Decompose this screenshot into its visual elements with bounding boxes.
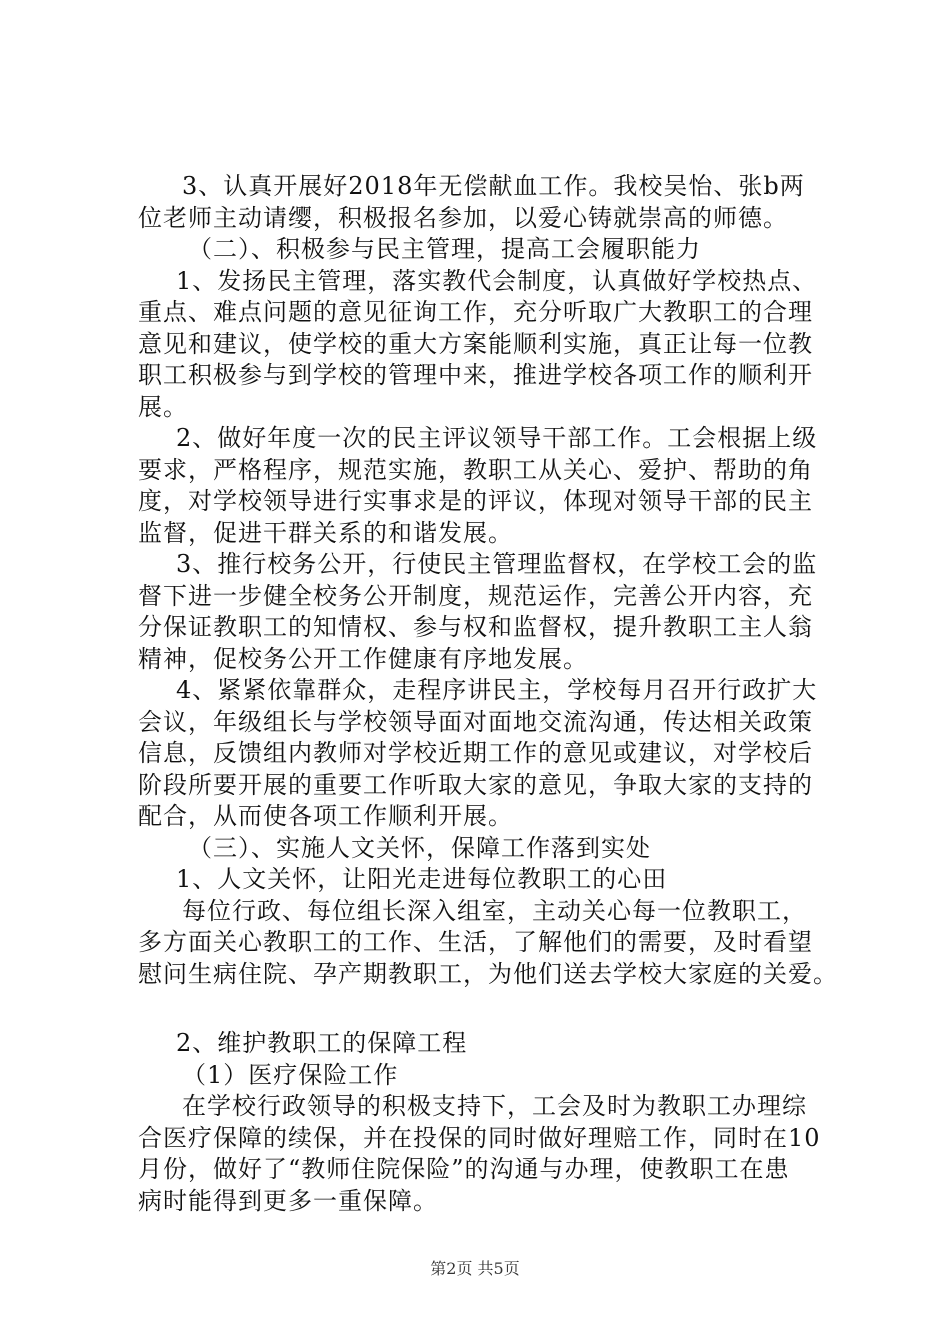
paragraph-line: 会议，年级组长与学校领导面对面地交流沟通，传达相关政策 bbox=[138, 707, 813, 736]
paragraph-line: 阶段所要开展的重要工作听取大家的意见，争取大家的支持的 bbox=[138, 770, 813, 799]
paragraph-line: 分保证教职工的知情权、参与权和监督权，提升教职工主人翁 bbox=[138, 613, 813, 641]
paragraph-line: 月份，做好了“教师住院保险”的沟通与办理，使教职工在患 bbox=[138, 1155, 790, 1183]
paragraph-line: 3、认真开展好2018年无偿献血工作。我校吴怡、张b两 bbox=[182, 172, 805, 200]
paragraph-line: 1、发扬民主管理，落实教代会制度，认真做好学校热点、 bbox=[176, 266, 818, 295]
paragraph-line: 4、紧紧依靠群众，走程序讲民主，学校每月召开行政扩大 bbox=[176, 676, 818, 704]
subsection-heading: （1）医疗保险工作 bbox=[182, 1060, 399, 1089]
paragraph-line: 信息，反馈组内教师对学校近期工作的意见或建议，对学校后 bbox=[138, 739, 813, 767]
paragraph-line: 2、做好年度一次的民主评议领导干部工作。工会根据上级 bbox=[176, 424, 818, 452]
paragraph-line: 在学校行政领导的积极支持下，工会及时为教职工办理综 bbox=[182, 1092, 807, 1120]
paragraph-line: 慰问生病住院、孕产期教职工，为他们送去学校大家庭的关爱。 bbox=[138, 959, 838, 988]
page-number-footer: 第2页 共5页 bbox=[430, 1259, 520, 1278]
paragraph-line: 重点、难点问题的意见征询工作，充分听取广大教职工的合理 bbox=[138, 298, 813, 326]
section-heading: （二）、积极参与民主管理，提高工会履职能力 bbox=[188, 235, 701, 263]
paragraph-line: 位老师主动请缨，积极报名参加，以爱心铸就崇高的师德。 bbox=[138, 203, 788, 232]
paragraph-line: 督下进一步健全校务公开制度，规范运作，完善公开内容，充 bbox=[138, 581, 813, 610]
paragraph-line: 每位行政、每位组长深入组室，主动关心每一位教职工， bbox=[182, 896, 807, 925]
paragraph-line: 展。 bbox=[138, 392, 188, 421]
paragraph-line: 病时能得到更多一重保障。 bbox=[138, 1186, 438, 1215]
paragraph-gap bbox=[138, 990, 838, 1028]
document-body bbox=[138, 171, 838, 1217]
paragraph-line: 合医疗保障的续保，并在投保的同时做好理赔工作，同时在10 bbox=[138, 1123, 821, 1152]
paragraph-line: 监督，促进干群关系的和谐发展。 bbox=[138, 518, 513, 547]
subsection-heading: 1、人文关怀，让阳光走进每位教职工的心田 bbox=[176, 865, 668, 893]
paragraph-line: 意见和建议，使学校的重大方案能顺利实施，真正让每一位教 bbox=[138, 329, 813, 358]
paragraph-line: 要求，严格程序，规范实施，教职工从关心、爱护、帮助的角 bbox=[138, 455, 813, 484]
paragraph-line: 职工积极参与到学校的管理中来，推进学校各项工作的顺利开 bbox=[138, 361, 813, 389]
subsection-heading: 2、维护教职工的保障工程 bbox=[176, 1029, 468, 1057]
paragraph-line: 配合，从而使各项工作顺利开展。 bbox=[138, 802, 513, 830]
paragraph-line: 多方面关心教职工的工作、生活，了解他们的需要，及时看望 bbox=[138, 928, 813, 956]
paragraph-line: 3、推行校务公开，行使民主管理监督权，在学校工会的监 bbox=[176, 550, 818, 578]
section-heading: （三）、实施人文关怀，保障工作落到实处 bbox=[188, 833, 651, 862]
paragraph-line: 度，对学校领导进行实事求是的评议，体现对领导干部的民主 bbox=[138, 487, 813, 515]
paragraph-line: 精神，促校务公开工作健康有序地发展。 bbox=[138, 644, 588, 673]
